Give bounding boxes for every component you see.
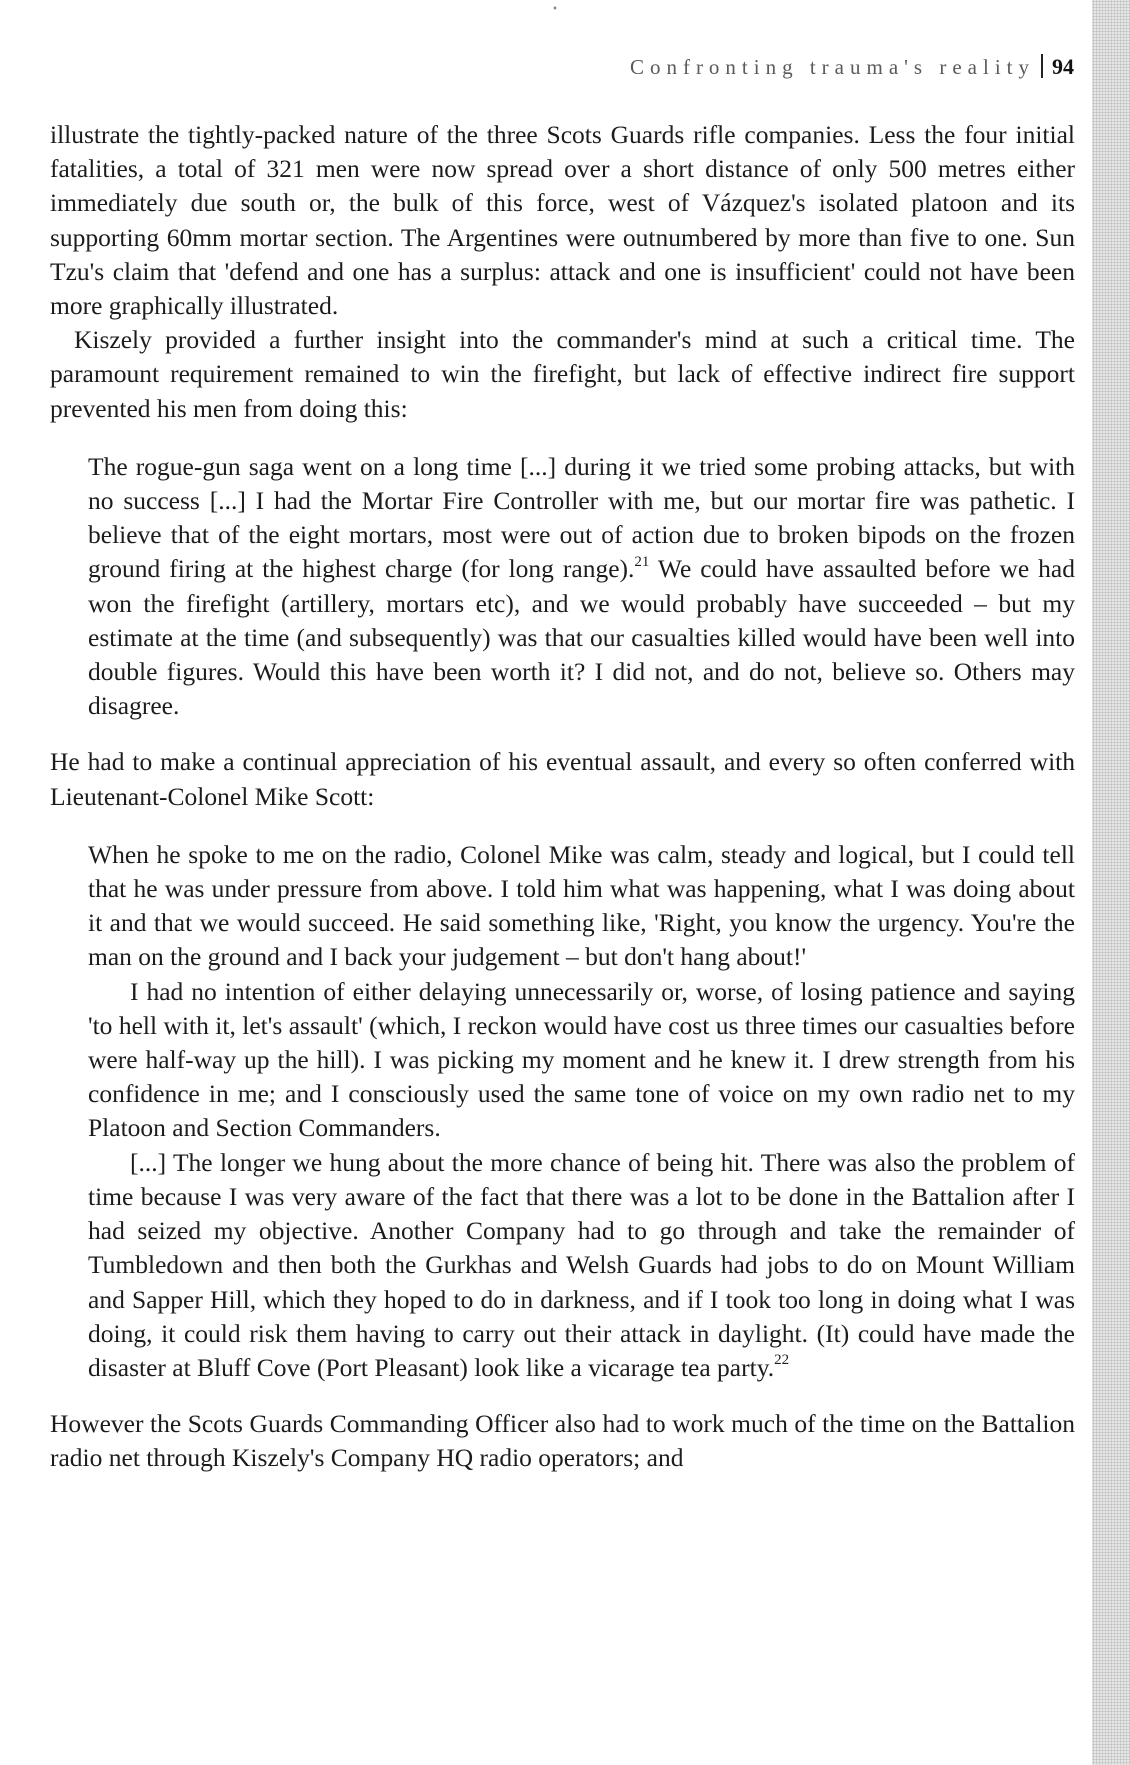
running-header — [630, 50, 1074, 80]
quote-2-paragraph-3-text: [...] The longer we hung about the more chance of being hit. There was also the problem of time because I was very aware of the fact that there was a lot to be done in the Battalion after I had seized my objective. Another Company had to go through and take the remainder of Tumbledown and then both the Gurkhas and Welsh Guards had jobs to do on Mount William and Sapper Hill, which they hoped to do in darkness, and if I took too long in doing what I was doing, it could risk them having to carry out their attack in daylight. (It) could have made the disaster at Bluff Cove (Port Pleasant) look like a vicarage tea party. — [88, 1147, 1075, 1382]
quote-2-paragraph-2: I had no intention of either delaying unnecessarily or, worse, of losing patience and saying 'to hell with it, let's assault' (which, I reckon would have cost us three times our casualties before were half-way up the hill). I was picking my moment and he knew it. I drew strength from his confidence in me; and I consciously used the same tone of voice on my own radio net to my Platoon and Section Commanders. — [88, 976, 1075, 1143]
body-text — [50, 118, 1075, 1476]
quote-1-part-2: We could have assaulted before we had won the firefight (artillery, mortars etc), and we would probably have succeeded – but my estimate at the time (and subsequently) was that our casualties killed would have been well into double figures. Would this have been worth it? I did not, and do not, believe so. Others may disagree. — [88, 554, 1075, 721]
paragraph-2: Kiszely provided a further insight into the commander's mind at such a critical time. The paramount requirement remained to win the firefight, but lack of effective indirect fire support prevented his men from doing this: — [50, 325, 1075, 423]
footnote-ref-22[interactable]: 22 — [774, 1352, 790, 1369]
paragraph-4: However the Scots Guards Commanding Officer also had to work much of the time on the Battalion radio net through Kiszely's Company HQ radio operators; and — [50, 1409, 1075, 1473]
footnote-ref-21[interactable]: 21 — [634, 553, 650, 570]
running-title: Confronting trauma's reality — [629, 55, 1035, 79]
top-print-mark: • — [552, 4, 558, 15]
page-number: 94 — [1052, 54, 1074, 79]
block-quote-1-text — [88, 450, 1075, 724]
paragraph-3: He had to make a continual appreciation of his eventual assault, and every so often conferred with Lieutenant-Colonel Mike Scott: — [50, 747, 1075, 811]
block-quote-2 — [88, 838, 1075, 1385]
quote-1-part-1: The rogue-gun saga went on a long time [...] during it we tried some probing attacks, but with no success [...] I had the Mortar Fire Controller with me, but our mortar fire was pathetic. I believe that of the eight mortars, most were out of action due to broken bipods on the frozen ground firing at the highest charge (for long range). — [88, 451, 1075, 584]
header-divider — [1041, 54, 1043, 78]
binding-gutter-shadow — [1092, 0, 1130, 1765]
paragraph-1: illustrate the tightly-packed nature of the three Scots Guards rifle companies. Less the four initial fatalities, a total of 321 men were now spread over a short distance of only 500 metres either immediately due south or, the bulk of this force, west of Vázquez's isolated platoon and its supporting 60mm mortar section. The Argentines were outnumbered by more than five to one. Sun Tzu's claim that 'defend and one has a surplus: attack and one is insufficient' could not have been more graphically illustrated. — [50, 120, 1075, 321]
quote-2-paragraph-1: When he spoke to me on the radio, Colonel Mike was calm, steady and logical, but I could tell that he was under pressure from above. I told him what was happening, what I was doing about it and that we would succeed. He said something like, 'Right, you know the urgency. You're the man on the ground and I back your judgement – but don't hang about!' — [88, 839, 1075, 972]
quote-2-paragraph-3 — [88, 1146, 1075, 1385]
block-quote-1 — [88, 450, 1075, 724]
